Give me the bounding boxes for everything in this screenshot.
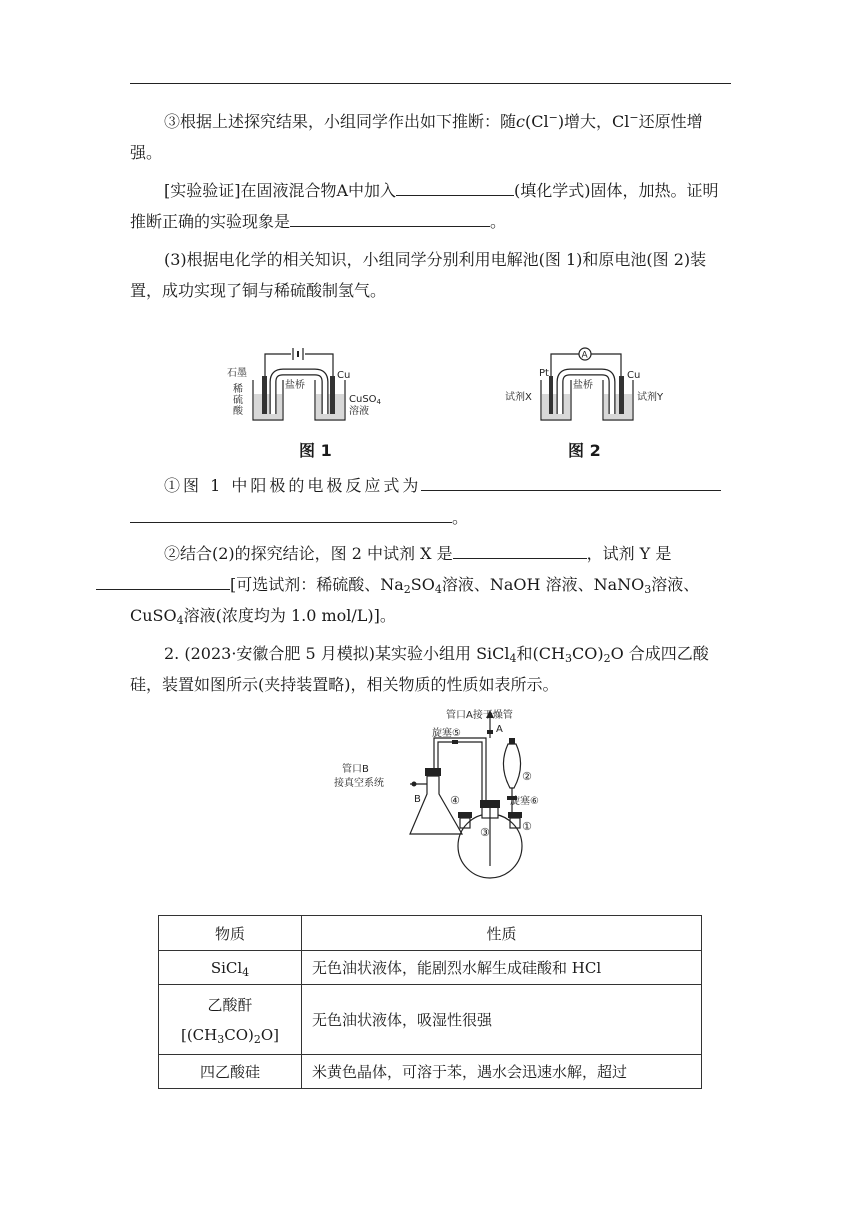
- table-header-row: [159, 916, 702, 951]
- header-substance: 物质: [159, 916, 302, 951]
- answer-blank-x[interactable]: [453, 538, 587, 559]
- header-property: 性质: [302, 916, 702, 951]
- label-cu-2: Cu: [627, 370, 641, 381]
- table-row: [159, 1055, 702, 1089]
- answer-blank-anode-1[interactable]: [421, 470, 721, 491]
- label-reagent-y: 试剂Y: [637, 392, 664, 403]
- paragraph-verification: [实验验证]在固液混合物A中加入 (填化学式)固体，加热。证明推断正确的实验现象是 。: [130, 175, 731, 237]
- properties-table: [158, 915, 702, 1089]
- label-cuso4: CuSO$_4$: [349, 394, 382, 406]
- label-stopcock-5: 旋塞⑤: [432, 728, 461, 739]
- figure-2-caption: 图 2: [568, 441, 601, 460]
- label-a: A: [496, 724, 503, 735]
- label-dilute-3: 酸: [233, 406, 243, 417]
- question-anode-cont: 。: [130, 502, 731, 533]
- label-b: B: [414, 794, 421, 805]
- top-rule: [130, 83, 731, 84]
- cell-acetic-anhydride: 乙酸酐 $[(CH_3CO)_2O]$: [159, 985, 302, 1055]
- cell-silicon-tetraacetate: 四乙酸硅: [159, 1055, 302, 1089]
- label-solution: 溶液: [349, 406, 369, 417]
- label-4: ④: [450, 794, 460, 807]
- label-stopcock-6: 旋塞⑥: [510, 796, 539, 807]
- cell-acetic-anhydride-prop: 无色油状液体，吸湿性很强: [302, 985, 702, 1055]
- label-reagent-x: 试剂X: [505, 392, 532, 403]
- paragraph-inference: ③根据上述探究结果，小组同学作出如下推断：随c(Cl−)增大，Cl−还原性增强。: [130, 111, 703, 162]
- question-anode: ①图 1 中阳极的电极反应式为: [130, 470, 731, 501]
- answer-blank-y[interactable]: [96, 569, 230, 590]
- label-2: ②: [522, 770, 532, 783]
- label-ammeter: A: [581, 350, 588, 361]
- label-dilute-1: 稀: [233, 384, 243, 395]
- cell-sicl4: SiCl$_4$: [159, 951, 302, 985]
- answer-blank-phenomenon[interactable]: [290, 206, 490, 227]
- synthesis-apparatus-diagram: [332, 706, 562, 886]
- figure-1-caption: 图 1: [299, 441, 332, 460]
- label-graphite: 石墨: [227, 368, 247, 379]
- answer-blank-formula[interactable]: [396, 175, 514, 196]
- label-port-a: 管口A接干燥管: [446, 710, 513, 721]
- question-reagents: ②结合(2)的探究结论，图 2 中试剂 X 是 ，试剂 Y 是 [可选试剂：稀硫酸、$Na_2SO_4$溶液、NaOH 溶液、NaNO$_3$溶液、CuSO$_4$溶液(浓度均为 1.0 mol/L)]。: [130, 538, 731, 631]
- label-port-b: 管口B: [342, 764, 369, 775]
- label-vacuum: 接真空系统: [334, 778, 384, 789]
- question-2-intro: 2. (2023·安徽合肥 5 月模拟)某实验小组用 SiCl$_4$和$(CH_3CO)_2O$ 合成四乙酸硅，装置如图所示(夹持装置略)，相关物质的性质如表所示。: [130, 644, 709, 694]
- label-pt: Pt: [539, 368, 549, 379]
- table-row: [159, 985, 702, 1055]
- label-salt-bridge-2: 盐桥: [573, 380, 593, 391]
- table-row: [159, 951, 702, 985]
- cell-sicl4-prop: 无色油状液体，能剧烈水解生成硅酸和 HCl: [302, 951, 702, 985]
- paragraph-electrochem: (3)根据电化学的相关知识，小组同学分别利用电解池(图 1)和原电池(图 2)装置，成功实现了铜与稀硫酸制氢气。: [130, 250, 707, 300]
- answer-blank-anode-2[interactable]: [130, 502, 452, 523]
- electrolysis-cell-diagram: [225, 342, 395, 426]
- galvanic-cell-diagram: [503, 342, 673, 426]
- label-dilute-2: 硫: [233, 395, 243, 406]
- label-3: ③: [480, 826, 490, 839]
- label-salt-bridge: 盐桥: [285, 380, 305, 391]
- cell-silicon-tetraacetate-prop: 米黄色晶体，可溶于苯，遇水会迅速水解，超过: [302, 1055, 702, 1089]
- label-cu: Cu: [337, 370, 351, 381]
- label-1: ①: [522, 820, 532, 833]
